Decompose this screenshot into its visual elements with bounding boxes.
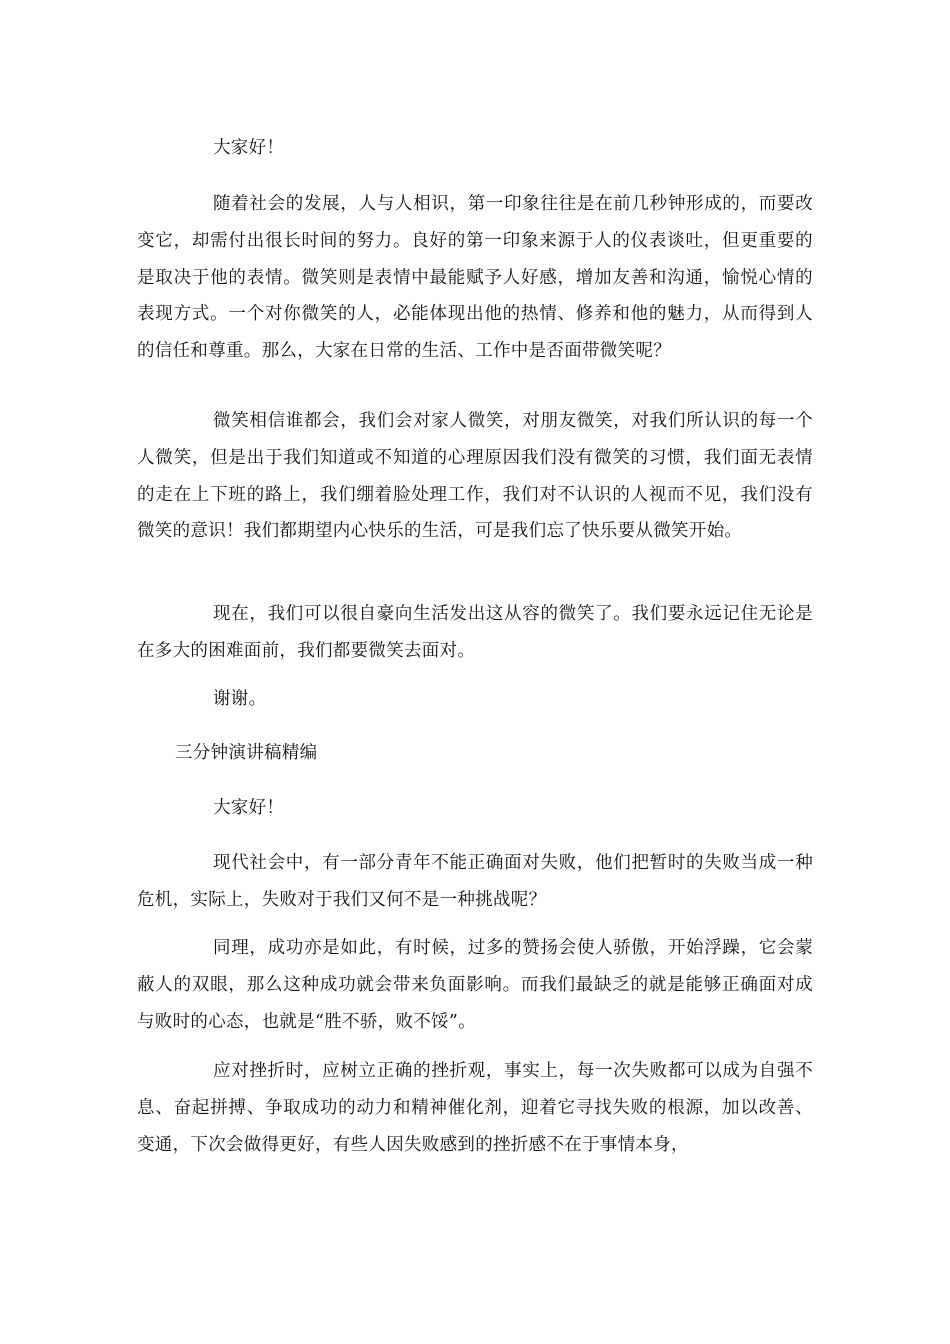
- paragraph-4: 现代社会中，有一部分青年不能正确面对失败，他们把暂时的失败当成一种危机，实际上，失败对于我们又何不是一种挑战呢？: [137, 853, 813, 910]
- closing-thanks: 谢谢。: [213, 689, 267, 709]
- paragraph-6: 应对挫折时，应树立正确的挫折观，事实上，每一次失败都可以成为自强不息、奋起拼搏、争取成功的动力和精神催化剂，迎着它寻找失败的根源，加以改善、变通，下次会做得更好，有些人因失败感到的挫折感不在于事情本身，: [137, 1061, 813, 1155]
- paragraph-2: 微笑相信谁都会，我们会对家人微笑，对朋友微笑，对我们所认识的每一个人微笑，但是出于我们知道或不知道的心理原因我们没有微笑的习惯，我们面无表情的走在上下班的路上，我们绷着脸处理工作，我们对不认识的人视而不见，我们没有微笑的意识！我们都期望内心快乐的生活，可是我们忘了快乐要从微笑开始。: [137, 411, 813, 542]
- paragraph-1: 随着社会的发展，人与人相识，第一印象往往是在前几秒钟形成的，而要改变它，却需付出很长时间的努力。良好的第一印象来源于人的仪表谈吐，但更重要的是取决于他的表情。微笑则是表情中最能赋予人好感，增加友善和沟通，愉悦心情的表现方式。一个对你微笑的人，必能体现出他的热情、修养和他的魅力，从而得到人的信任和尊重。那么，大家在日常的生活、工作中是否面带微笑呢？: [137, 194, 813, 362]
- paragraph-3: 现在，我们可以很自豪向生活发出这从容的微笑了。我们要永远记住无论是在多大的困难面前，我们都要微笑去面对。: [137, 604, 813, 661]
- greeting-2: 大家好！: [213, 798, 285, 818]
- greeting-1: 大家好！: [213, 138, 285, 158]
- section-title: 三分钟演讲稿精编: [175, 743, 318, 763]
- paragraph-5: 同理，成功亦是如此，有时候，过多的赞扬会使人骄傲，开始浮躁，它会蒙蔽人的双眼，那么这种成功就会带来负面影响。而我们最缺乏的就是能够正确面对成与败时的心态，也就是“胜不骄，败不馁”。: [137, 938, 813, 1032]
